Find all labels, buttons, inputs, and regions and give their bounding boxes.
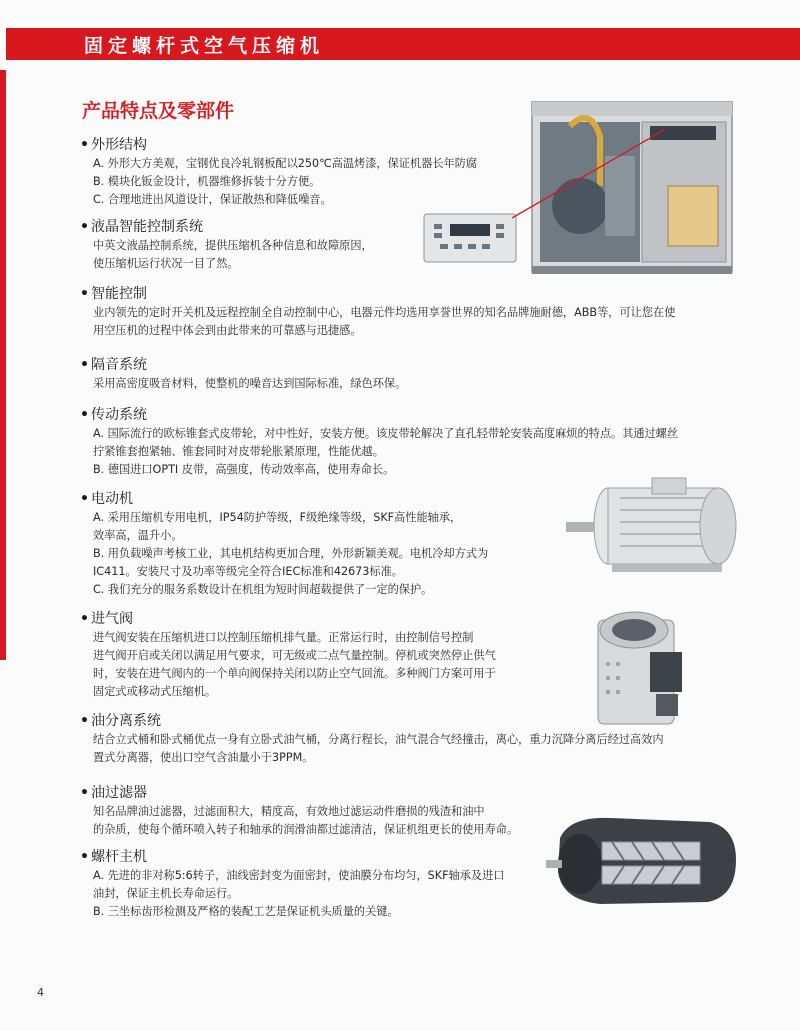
text-line: IC411。安装尺寸及功率等级完全符合IEC标准和42673标准。	[93, 565, 403, 578]
bullet-icon: •	[80, 407, 89, 423]
text-line: C. 合理地进出风道设计，保证散热和降低噪音。	[93, 193, 332, 206]
section-screw-airend	[80, 848, 504, 921]
text-line: 拧紧锥套抱紧轴、锥套同时对皮带轮胀紧原理，性能优越。	[93, 445, 384, 458]
text-line: 时，安装在进气阀内的一个单向阀保持关闭以防止空气回流。多种阀门方案可用于	[93, 667, 496, 680]
electric-motor-illustration	[560, 468, 756, 580]
bullet-icon: •	[80, 286, 89, 302]
bullet-icon: •	[80, 713, 89, 729]
text-line: 采用高密度吸音材料，使整机的噪音达到国际标准，绿色环保。	[93, 377, 407, 390]
section-title: 液晶智能控制系统	[91, 219, 203, 235]
section-lcd-control	[80, 218, 373, 273]
text-line: 效率高，温升小。	[93, 529, 183, 542]
text-line: A. 国际流行的欧标锥套式皮带轮，对中性好，安装方便。该皮带轮解决了直孔轻带轮安装高度麻烦的特点。其通过螺丝	[93, 427, 679, 440]
section-exterior-structure	[80, 136, 477, 209]
text-line: 业内领先的定时开关机及远程控制全自动控制中心，电器元件均选用享誉世界的知名品牌施耐德，ABB等，可让您在使	[93, 306, 676, 319]
section-title: 外形结构	[91, 137, 147, 153]
section-sound-insulation	[80, 356, 406, 393]
section-title: 进气阀	[91, 611, 133, 627]
bullet-icon: •	[80, 611, 89, 627]
text-line: C. 我们充分的服务系数设计在机组为短时间超载提供了一定的保护。	[93, 583, 433, 596]
section-smart-control	[80, 285, 675, 340]
bullet-icon: •	[80, 491, 89, 507]
text-line: B. 用负载噪声考核工业，其电机结构更加合理，外形新颖美观。电机冷却方式为	[93, 547, 489, 560]
text-line: 使压缩机运行状况一目了然。	[93, 257, 239, 270]
section-heading: 产品特点及零部件	[82, 100, 235, 122]
intake-valve-illustration	[588, 602, 690, 732]
section-title: 油分离系统	[91, 713, 161, 729]
text-line: 进气阀安装在压缩机进口以控制压缩机排气量。正常运行时，由控制信号控制	[93, 631, 474, 644]
bullet-icon: •	[80, 849, 89, 865]
section-title: 隔音系统	[91, 357, 147, 373]
compressor-unit-illustration	[420, 96, 750, 282]
section-title: 智能控制	[91, 286, 147, 302]
section-intake-valve	[80, 610, 496, 701]
left-accent-bar	[0, 70, 6, 660]
section-title: 电动机	[91, 491, 133, 507]
text-line: 固定式或移动式压缩机。	[93, 685, 217, 698]
text-line: 置式分离器，使出口空气含油量小于3PPM。	[93, 751, 314, 764]
section-oil-separation	[80, 712, 664, 767]
section-motor	[80, 490, 488, 599]
page-number: 4	[37, 986, 44, 999]
bullet-icon: •	[80, 137, 89, 153]
text-line: 进气阀开启或关闭以满足用气要求，可无级或二点气量控制。停机或突然停止供气	[93, 649, 496, 662]
text-line: 的杂质，使每个循环喷入转子和轴承的润滑油都过滤清洁，保证机组更长的使用寿命。	[93, 823, 519, 836]
text-line: A. 先进的非对称5:6转子，油线密封变为面密封，使油膜分布均匀，SKF轴承及进口	[93, 869, 505, 882]
section-title: 螺杆主机	[91, 849, 147, 865]
text-line: B. 模块化钣金设计，机器维修拆装十分方便。	[93, 175, 321, 188]
text-line: 油封，保证主机长寿命运行。	[93, 887, 239, 900]
text-line: 中英文液晶控制系统，提供压缩机各种信息和故障原因，	[93, 239, 373, 252]
bullet-icon: •	[80, 219, 89, 235]
bullet-icon: •	[80, 357, 89, 373]
banner-title: 固定螺杆式空气压缩机	[84, 35, 325, 57]
text-line: 知名品牌油过滤器，过滤面积大，精度高，有效地过滤运动件磨损的残渣和油中	[93, 805, 485, 818]
text-line: A. 外形大方美观，宝钢优良冷轧钢板配以250℃高温烤漆，保证机器长年防腐	[93, 157, 478, 170]
text-line: 结合立式桶和卧式桶优点一身有立卧式油气桶，分离行程长，油气混合气经撞击，离心，重力沉降分离后经过高效内	[93, 733, 664, 746]
text-line: A. 采用压缩机专用电机，IP54防护等级，F级绝缘等级，SKF高性能轴承，	[93, 511, 462, 524]
section-title: 传动系统	[91, 407, 147, 423]
bullet-icon: •	[80, 785, 89, 801]
screw-airend-illustration	[540, 808, 750, 912]
text-line: 用空压机的过程中体会到由此带来的可靠感与迅捷感。	[93, 324, 362, 337]
title-banner	[6, 28, 800, 60]
section-oil-filter	[80, 784, 518, 839]
text-line: B. 三坐标齿形检测及严格的装配工艺是保证机头质量的关键。	[93, 905, 399, 918]
text-line: B. 德国进口OPTI 皮带，高强度，传动效率高，使用寿命长。	[93, 463, 395, 476]
section-title: 油过滤器	[91, 785, 147, 801]
